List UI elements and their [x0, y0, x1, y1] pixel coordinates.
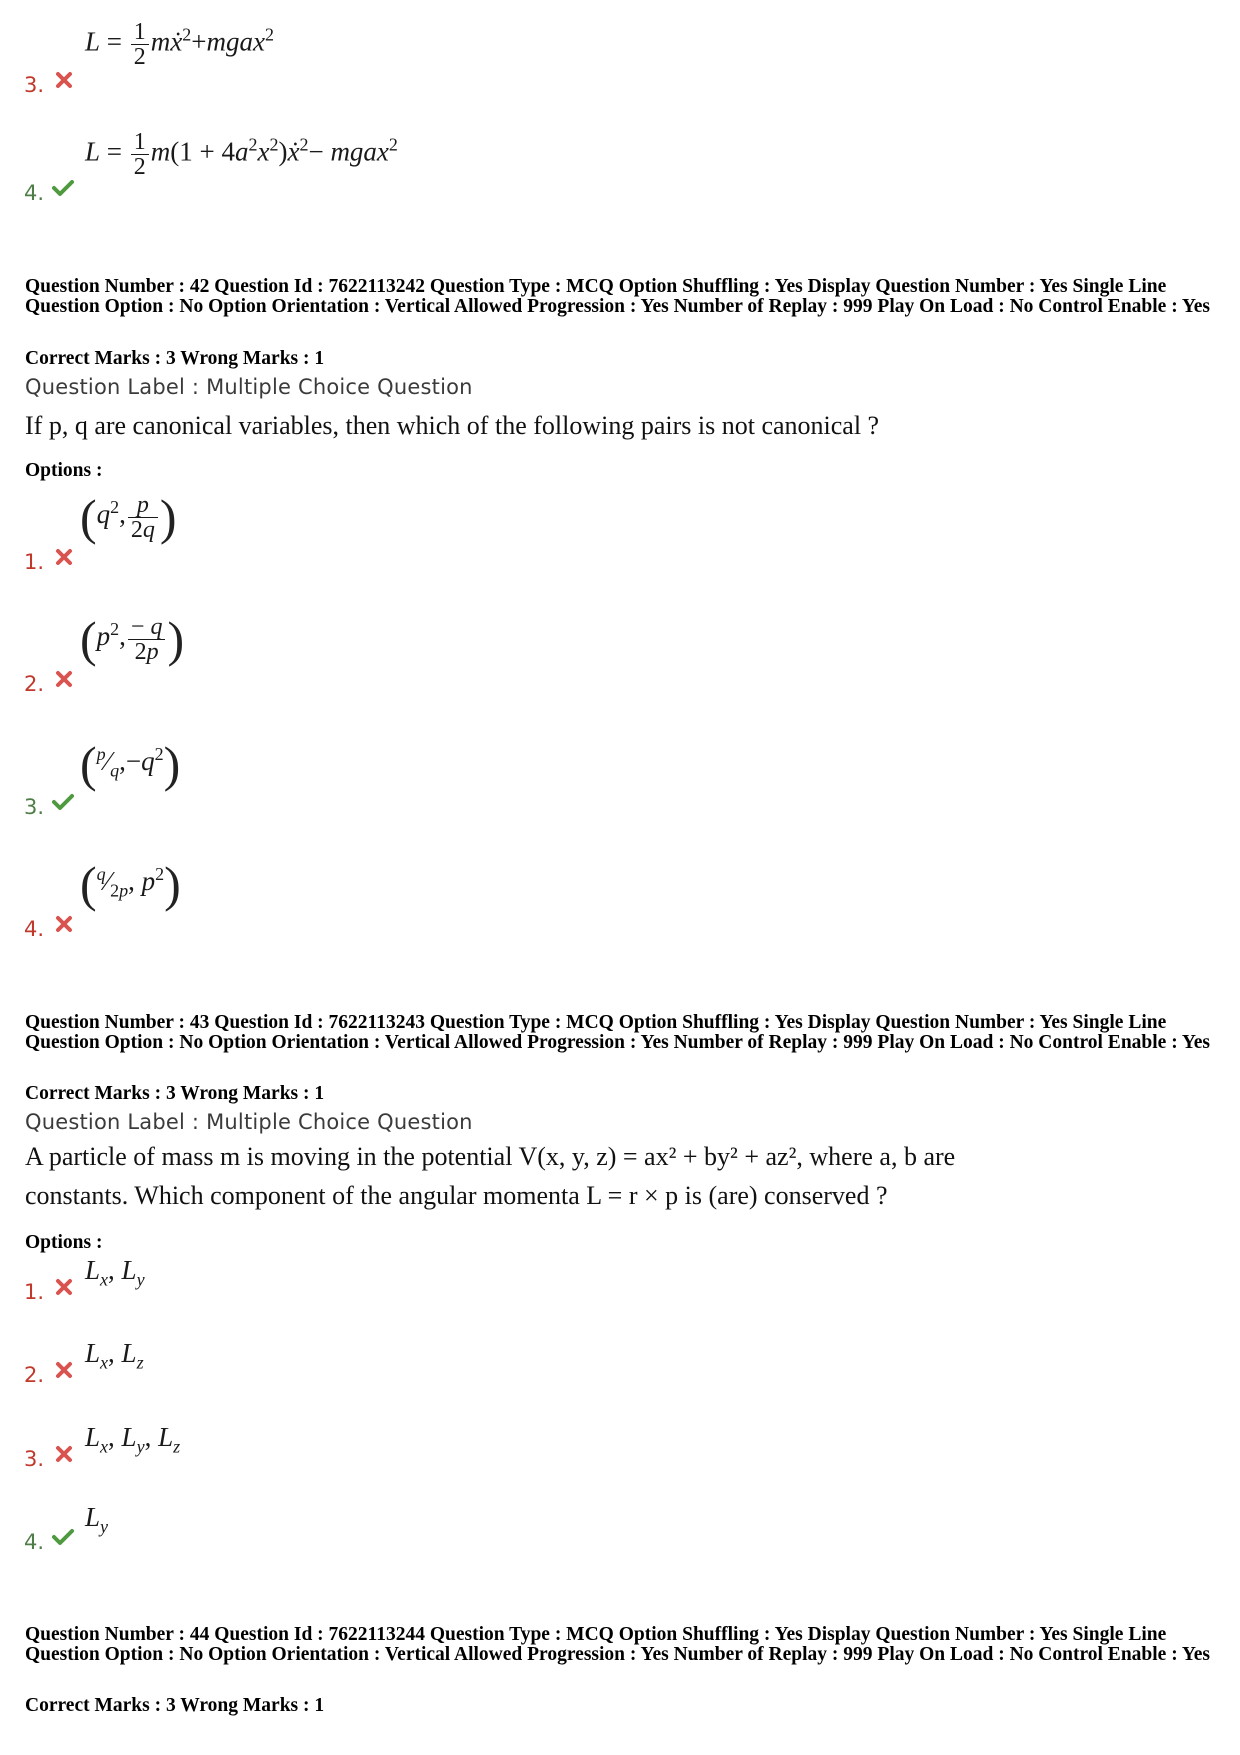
option-number: 1.	[24, 1280, 45, 1304]
option-formula: $L_y$	[85, 1502, 109, 1537]
check-icon	[52, 1528, 74, 1546]
option-formula: $L_x$, $L_y$, $L_z$	[85, 1422, 181, 1457]
cross-icon	[55, 548, 73, 566]
option-formula: L = $\frac{1}{2}$ mẋ$^2$+mgax$^2$	[85, 19, 274, 70]
option-formula: ($q^2$, $\frac{p}{2q}$ )	[80, 489, 177, 545]
question-marks: Correct Marks : 3 Wrong Marks : 1	[25, 1083, 325, 1104]
option-number: 2.	[24, 1363, 45, 1387]
options-label: Options :	[25, 1232, 103, 1253]
check-icon	[52, 179, 74, 197]
options-label: Options :	[25, 460, 103, 481]
question-label: Question Label : Multiple Choice Question	[25, 375, 473, 399]
question-marks: Correct Marks : 3 Wrong Marks : 1	[25, 348, 325, 369]
option-number: 3.	[24, 795, 45, 819]
option-formula: L = $\frac{1}{2}$ $m(1 + 4a^2x^2)ẋ^2-$ mgax$^2$	[85, 129, 398, 180]
option-formula: $L_x$, $L_z$	[85, 1338, 144, 1373]
cross-icon	[55, 71, 73, 89]
option-number: 4.	[24, 917, 45, 941]
option-number: 3.	[24, 73, 45, 97]
question-text-line-2: constants. Which component of the angular momenta L = r × p is (are) conserved ?	[25, 1181, 888, 1210]
question-label: Question Label : Multiple Choice Question	[25, 1110, 473, 1134]
cross-icon	[55, 915, 73, 933]
option-formula: ($p^2$, $\frac{- q}{2p}$ )	[80, 611, 185, 667]
option-number: 2.	[24, 672, 45, 696]
option-number: 1.	[24, 550, 45, 574]
option-number: 4.	[24, 1530, 45, 1554]
option-formula: $L_x$, $L_y$	[85, 1255, 145, 1290]
question-meta: Question Number : 44 Question Id : 7622113244 Question Type : MCQ Option Shuffling : Yes Display Question Number : Yes Single Line Question Option : No Option Orientation : Vertical Allowed Progression : Yes Number of Replay : 999 Play On Load : No Control Enable : Yes	[25, 1624, 1211, 1665]
question-meta: Question Number : 42 Question Id : 7622113242 Question Type : MCQ Option Shuffling : Yes Display Question Number : Yes Single Line Question Option : No Option Orientation : Vertical Allowed Progression : Yes Number of Replay : 999 Play On Load : No Control Enable : Yes	[25, 276, 1211, 317]
cross-icon	[55, 670, 73, 688]
option-formula: ($^q⁄_{2p}$, $p^2$)	[80, 856, 181, 912]
cross-icon	[55, 1361, 73, 1379]
cross-icon	[55, 1445, 73, 1463]
option-number: 3.	[24, 1447, 45, 1471]
option-number: 4.	[24, 181, 45, 205]
option-formula: $(^p⁄_q,-q^2)$	[80, 736, 181, 792]
question-text: If p, q are canonical variables, then which of the following pairs is not canonical ?	[25, 411, 880, 440]
check-icon	[52, 793, 74, 811]
question-text-line-1: A particle of mass m is moving in the potential V(x, y, z) = ax² + by² + az², where a, b are	[25, 1142, 956, 1171]
cross-icon	[55, 1278, 73, 1296]
question-meta: Question Number : 43 Question Id : 7622113243 Question Type : MCQ Option Shuffling : Yes Display Question Number : Yes Single Line Question Option : No Option Orientation : Vertical Allowed Progression : Yes Number of Replay : 999 Play On Load : No Control Enable : Yes	[25, 1012, 1211, 1053]
question-marks: Correct Marks : 3 Wrong Marks : 1	[25, 1695, 325, 1716]
